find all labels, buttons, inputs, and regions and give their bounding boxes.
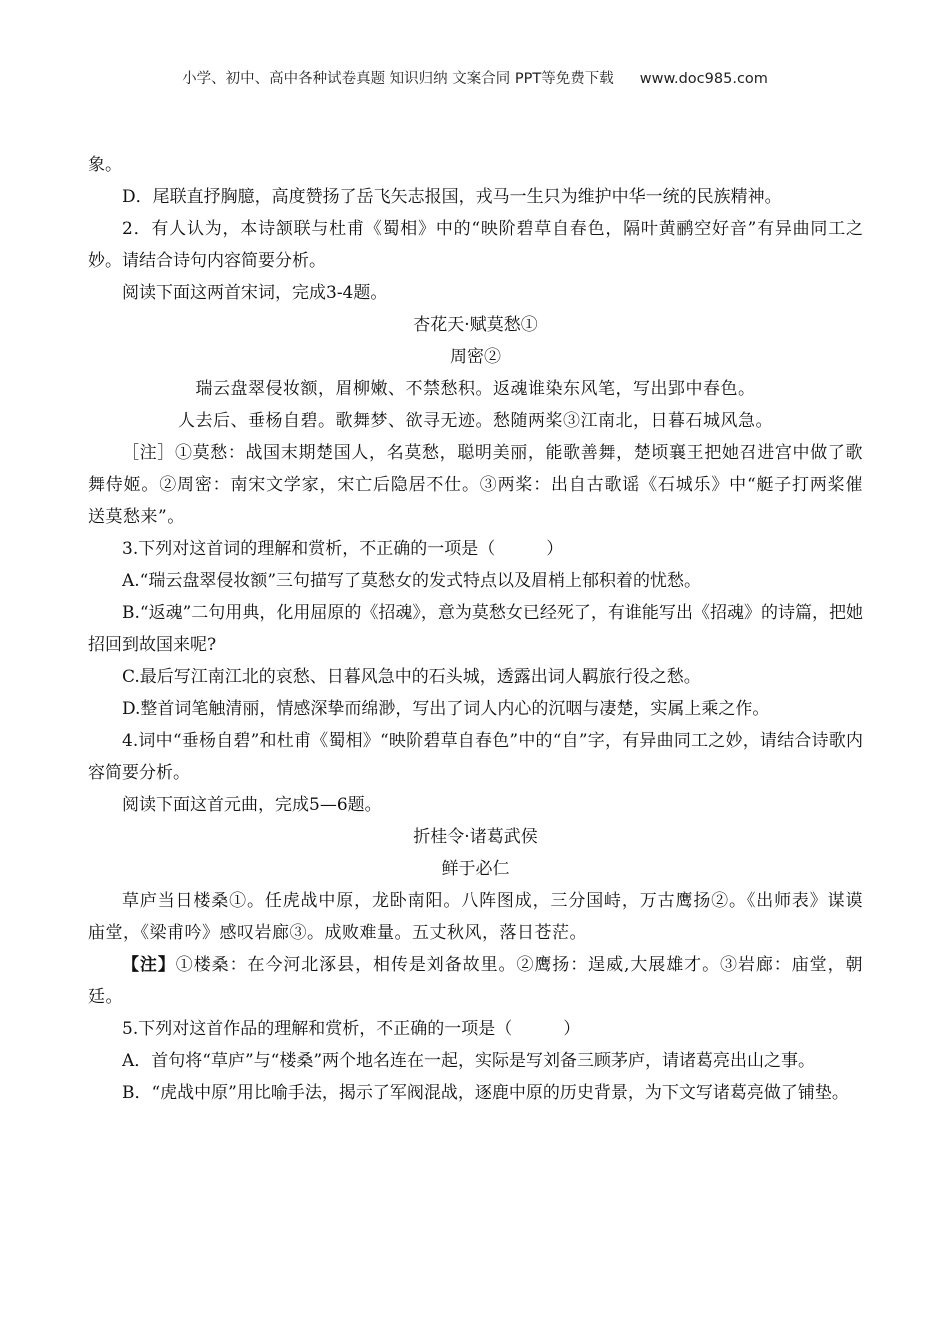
question-3-option-b: B.“返魂”二句用典，化用屈原的《招魂》，意为莫愁女已经死了，有谁能写出《招魂》的诗篇，把她招回到故国来呢?: [88, 603, 863, 655]
poem1-author: 周密②: [450, 347, 501, 367]
question-2: 2．有人认为，本诗颔联与杜甫《蜀相》中的“映阶碧草自春色，隔叶黄鹂空好音”有异曲同工之妙。请结合诗句内容简要分析。: [88, 219, 863, 271]
poem2-note-text: ①楼桑：在今河北涿县，相传是刘备故里。②鹰扬：逞威,大展雄才。③岩廊：庙堂，朝廷。: [88, 955, 864, 1007]
reading-intro-3-4: 阅读下面这两首宋词，完成3-4题。: [122, 283, 388, 303]
poem2-author: 鲜于必仁: [441, 859, 510, 879]
question-3-option-c: C.最后写江南江北的哀愁、日暮风急中的石头城，透露出词人羁旅行役之愁。: [122, 667, 701, 687]
poem2-text: 草庐当日楼桑①。任虎战中原，龙卧南阳。八阵图成，三分国峙，万古鹰扬②。《出师表》谋谟庙堂，《梁甫吟》感叹岩廊③。成败难量。五丈秋风，落日苍茫。: [88, 891, 863, 943]
poem2-note-mark: 【注】: [122, 955, 176, 975]
poem1-note: ［注］①莫愁：战国末期楚国人，名莫愁，聪明美丽，能歌善舞，楚顷襄王把她召进宫中做了歌舞侍姬。②周密：南宋文学家，宋亡后隐居不仕。③两桨：出自古歌谣《石城乐》中“艇子打两桨催送莫愁来”。: [88, 443, 863, 527]
poem1-line1: 瑞云盘翠侵妆额，眉柳嫩、不禁愁积。返魂谁染东风笔，写出郢中春色。: [195, 379, 756, 399]
poem1-title: 杏花天·赋莫愁①: [413, 315, 538, 335]
poem2-note: [88, 949, 863, 1013]
poem1-line2: 人去后、垂杨自碧。歌舞梦、欲寻无迹。愁随两桨③江南北，日暮石城风急。: [178, 411, 773, 431]
header-site-url[interactable]: www.doc985.com: [639, 71, 768, 87]
poem2-title: 折桂令·诸葛武侯: [413, 827, 538, 847]
question-5-option-b: B．“虎战中原”用比喻手法，揭示了军阀混战，逐鹿中原的历史背景，为下文写诸葛亮做了铺垫。: [122, 1083, 849, 1103]
header-tagline: 小学、初中、高中各种试卷真题 知识归纳 文案合同 PPT等免费下载: [182, 71, 614, 87]
page-header: [0, 67, 950, 88]
reading-intro-5-6: 阅读下面这首元曲，完成5—6题。: [122, 795, 382, 815]
option-d-prev: D．尾联直抒胸臆，高度赞扬了岳飞矢志报国，戎马一生只为维护中华一统的民族精神。: [122, 187, 782, 207]
question-3-option-d: D.整首词笔触清丽，情感深挚而绵渺，写出了词人内心的沉咽与凄楚，实属上乘之作。: [122, 699, 770, 719]
question-3-stem: 3.下列对这首词的理解和赏析，不正确的一项是（ ）: [122, 539, 564, 559]
document-body: [88, 149, 863, 1109]
question-4-stem: 4.词中“垂杨自碧”和杜甫《蜀相》“映阶碧草自春色”中的“自”字，有异曲同工之妙，请结合诗歌内容简要分析。: [88, 731, 863, 783]
question-5-option-a: A．首句将“草庐”与“楼桑”两个地名连在一起，实际是写刘备三顾茅庐，请诸葛亮出山之事。: [122, 1051, 816, 1071]
question-5-stem: 5.下列对这首作品的理解和赏析，不正确的一项是（ ）: [122, 1019, 581, 1039]
continuation-text: 象。: [88, 155, 122, 175]
question-3-option-a: A.“瑞云盘翠侵妆额”三句描写了莫愁女的发式特点以及眉梢上郁积着的忧愁。: [122, 571, 702, 591]
